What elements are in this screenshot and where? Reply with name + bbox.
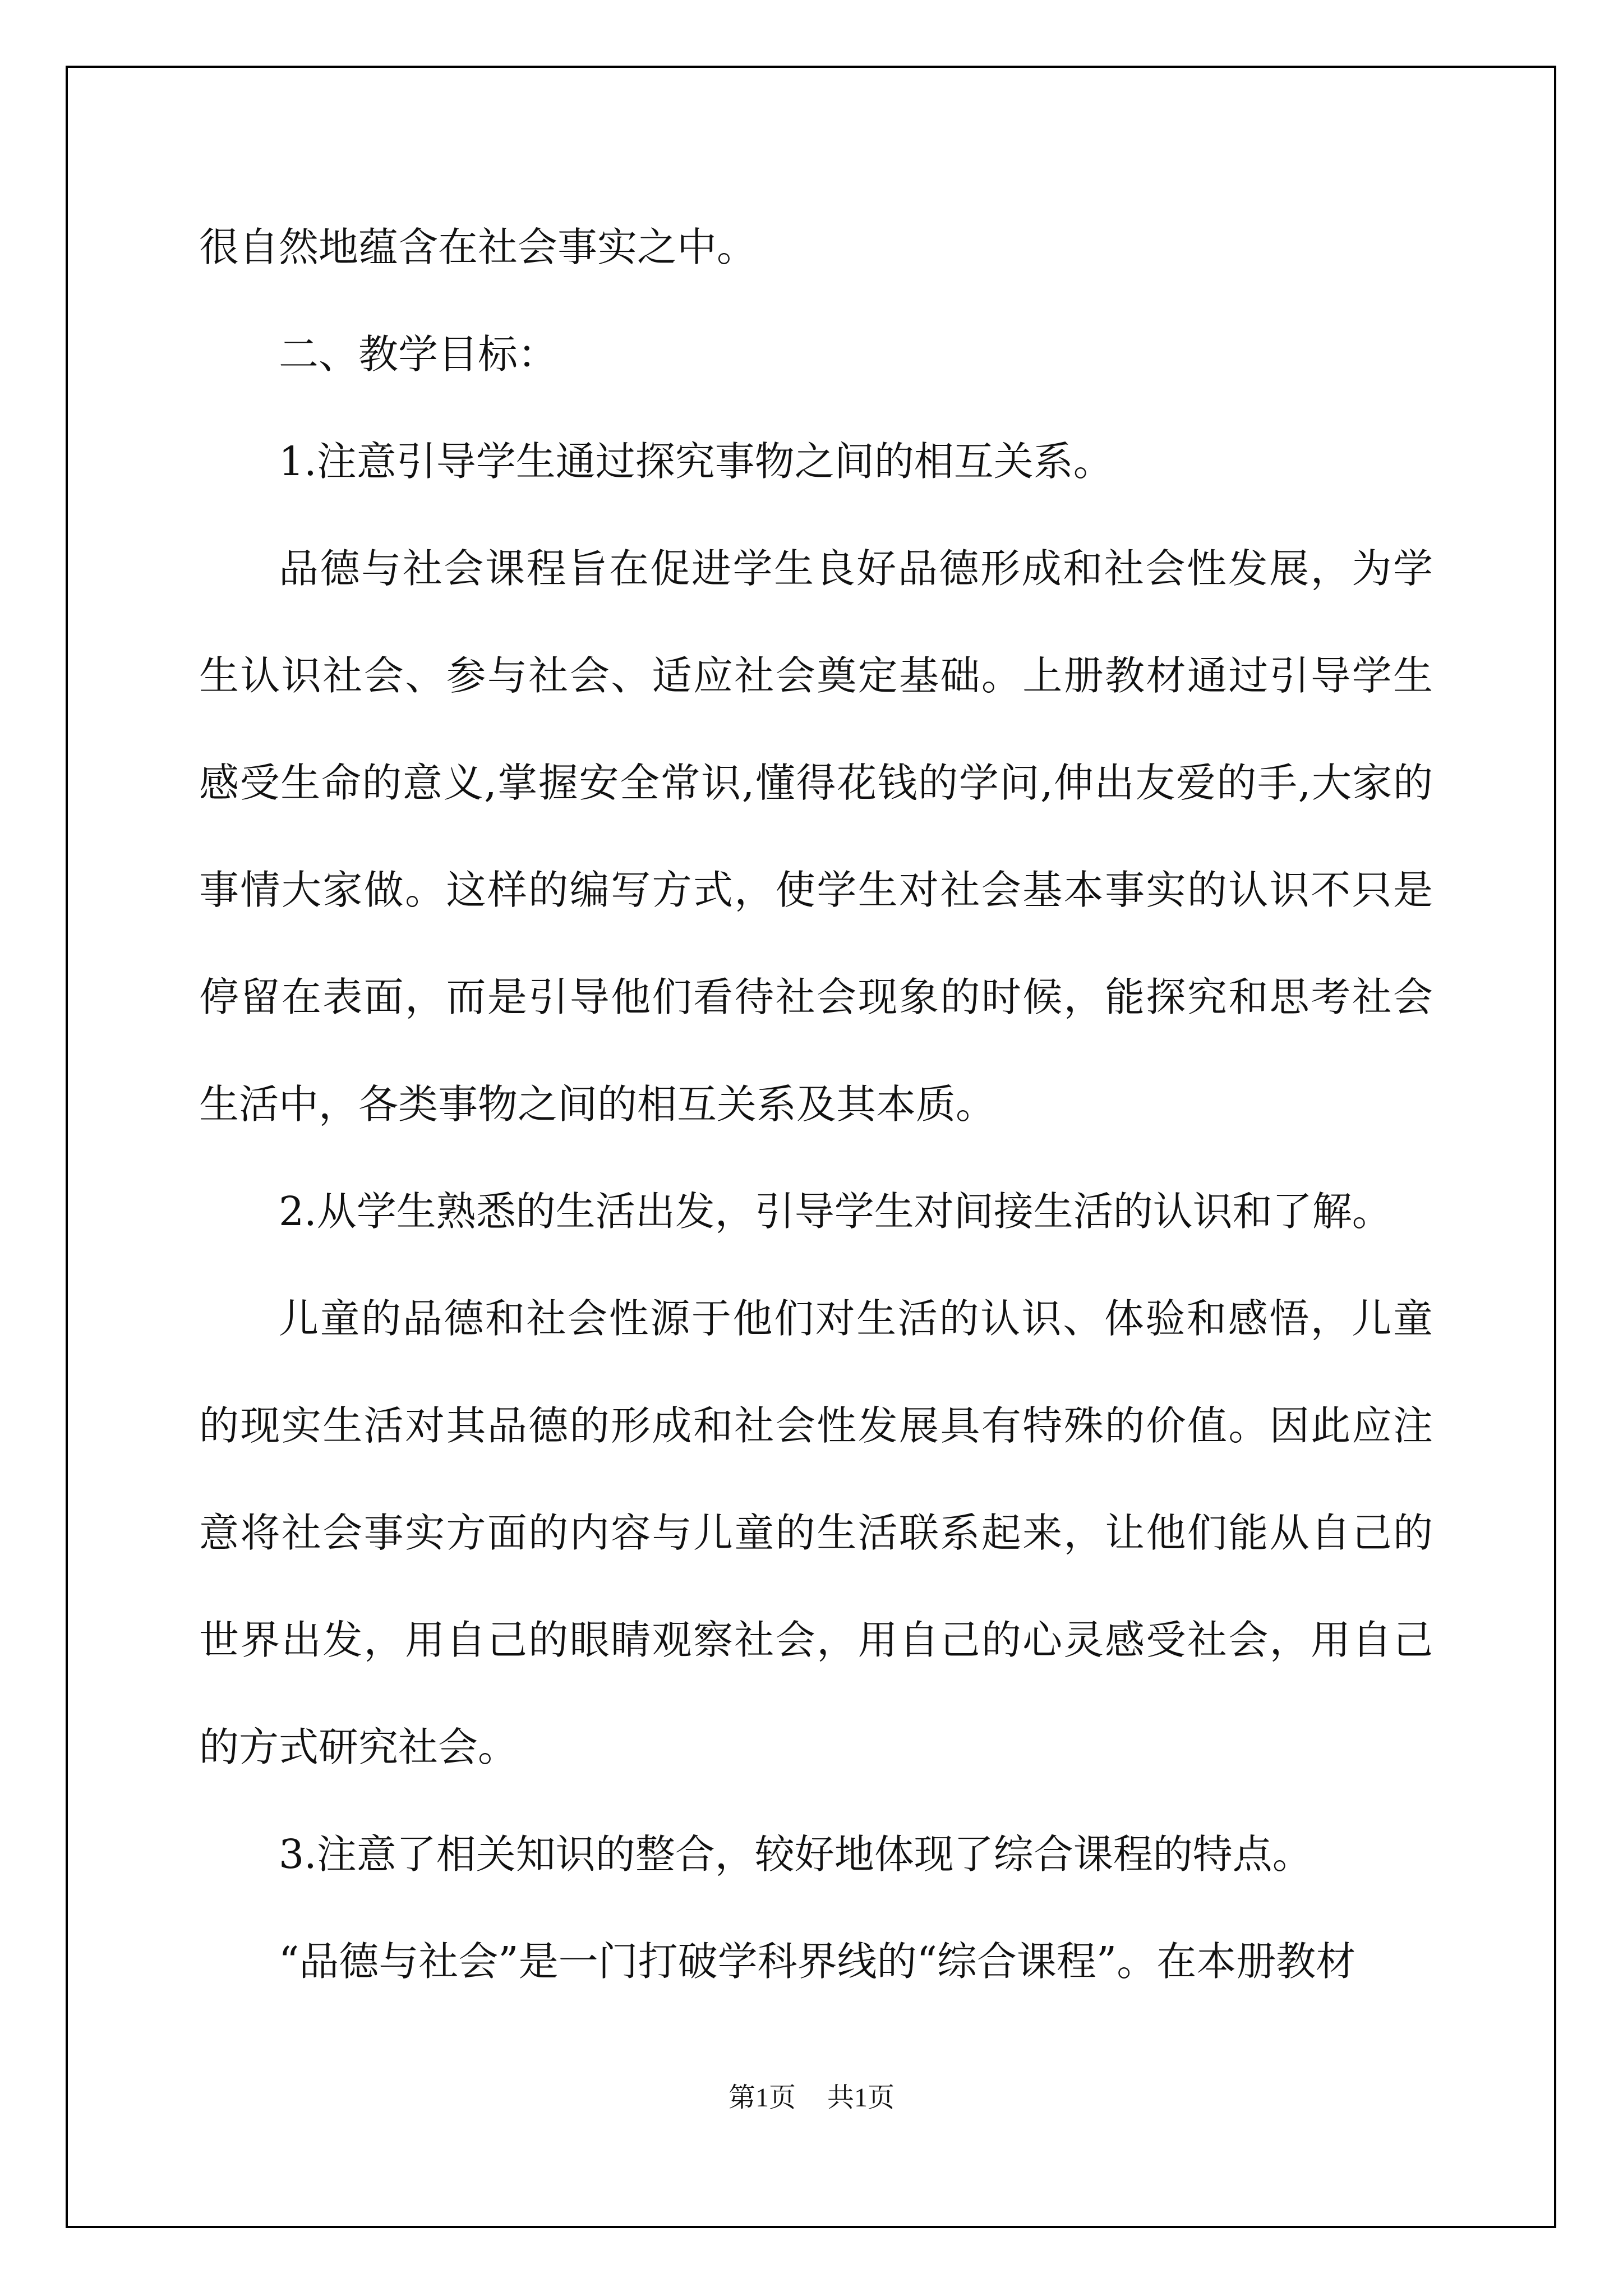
page-number: 第1页 xyxy=(728,2083,796,2113)
goal-3-paragraph: “品德与社会”是一门打破学科界线的“综合课程”。在本册教材 xyxy=(279,1938,1356,1985)
page-total: 共1页 xyxy=(827,2083,895,2113)
document-body xyxy=(199,194,1433,2015)
section-heading-teaching-goals: 二、教学目标： xyxy=(279,331,558,378)
page-footer xyxy=(0,2076,1623,2114)
goal-1-paragraph: 品德与社会课程旨在促进学生良好品德形成和社会性发展，为学生认识社会、参与社会、适应社会奠定基础。上册教材通过引导学生感受生命的意义,掌握安全常识,懂得花钱的学问,伸出友爱的手,大家的事情大家做。这样的编写方式，使学生对社会基本事实的认识不只是停留在表面，而是引导他们看待社会现象的时候，能探究和思考社会生活中，各类事物之间的相互关系及其本质。 xyxy=(199,545,1433,1128)
goal-2-heading: 2.从学生熟悉的生活出发，引导学生对间接生活的认识和了解。 xyxy=(279,1188,1392,1235)
paragraph-continuation: 很自然地蕴含在社会事实之中。 xyxy=(199,224,757,270)
goal-1-heading: 1.注意引导学生通过探究事物之间的相互关系。 xyxy=(279,438,1113,485)
goal-2-paragraph: 儿童的品德和社会性源于他们对生活的认识、体验和感悟，儿童的现实生活对其品德的形成和社会性发展具有特殊的价值。因此应注意将社会事实方面的内容与儿童的生活联系起来，让他们能从自己的世界出发，用自己的眼睛观察社会，用自己的心灵感受社会，用自己的方式研究社会。 xyxy=(199,1295,1433,1770)
goal-3-heading: 3.注意了相关知识的整合，较好地体现了综合课程的特点。 xyxy=(279,1831,1312,1878)
